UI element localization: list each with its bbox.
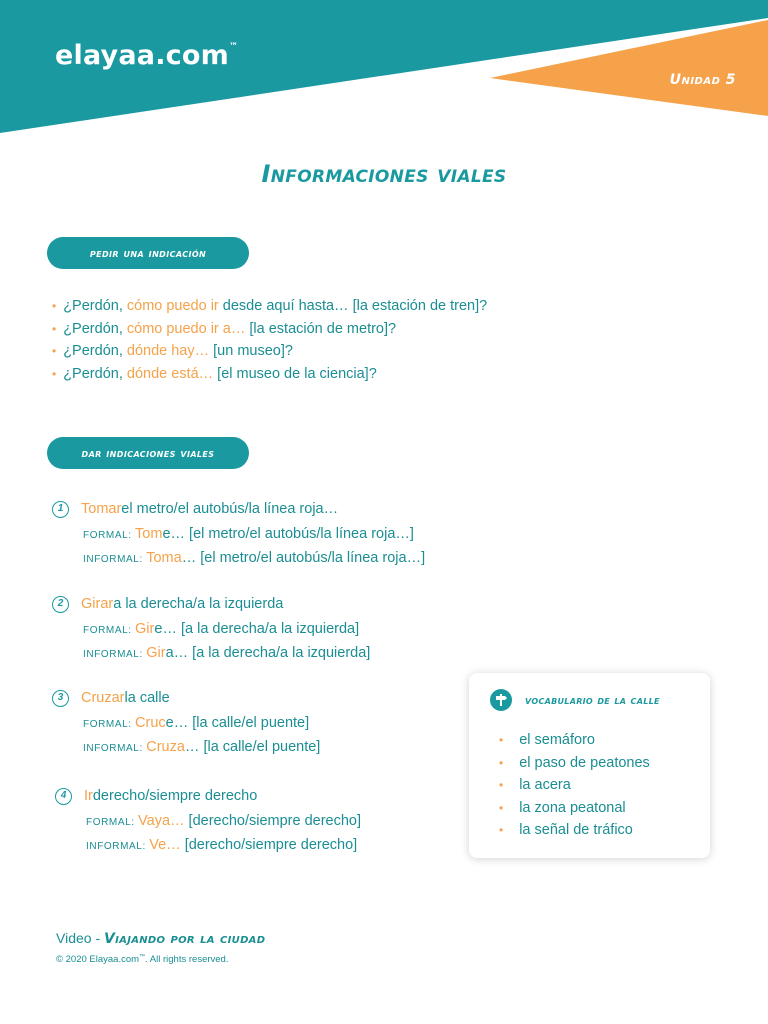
bullet-icon: • — [499, 755, 504, 770]
logo[interactable]: elayaa.com™ — [55, 40, 239, 71]
section-label-give-directions: dar indicaciones viales — [47, 437, 249, 469]
list-item: • ¿Perdón, cómo puedo ir desde aquí hasta… [la estación de tren]? — [52, 298, 488, 314]
bullet-icon: • — [499, 778, 504, 792]
list-item: • la señal de tráfico — [499, 822, 633, 838]
direction-step-2: 2 Girar a la derecha/a la izquierda FORMAL: Gire… [a la derecha/a la izquierda] INFORMAL: Gira… [a la derecha/a la izquierda] — [52, 593, 370, 666]
section-label-ask-directions: pedir una indicación — [47, 237, 249, 269]
direction-step-1: 1 Tomar el metro/el autobús/la línea roja… FORMAL: Tome… [el metro/el autobús/la línea roja…] INFORMAL: Toma… [el metro/el autobús/la línea roja…] — [52, 498, 425, 571]
bullet-icon: • — [52, 366, 57, 381]
bullet-icon: • — [52, 321, 57, 336]
list-item: • ¿Perdón, dónde hay… [un museo]? — [52, 343, 293, 359]
unit-label: Unidad 5 — [669, 72, 736, 88]
list-item: • el paso de peatones — [499, 754, 650, 771]
list-item: • la zona peatonal — [499, 799, 626, 816]
page-title: Informaciones viales — [261, 160, 507, 188]
bullet-icon: • — [52, 299, 57, 313]
bullet-icon: • — [499, 823, 504, 837]
vocabulary-card — [469, 673, 710, 858]
list-item: • ¿Perdón, cómo puedo ir a… [la estación de metro]? — [52, 320, 397, 337]
signpost-icon — [490, 689, 512, 711]
list-item: • ¿Perdón, dónde está… [el museo de la ciencia]? — [52, 365, 377, 382]
video-reference: Video - Viajando por la ciudad — [56, 930, 266, 947]
direction-step-3: 3 Cruzar la calle FORMAL: Cruce… [la calle/el puente] INFORMAL: Cruza… [la calle/el puente] — [52, 687, 320, 760]
question-list — [52, 295, 487, 385]
list-item: • la acera — [499, 777, 571, 793]
list-item: • el semáforo — [499, 732, 595, 748]
step-number-icon: 1 — [52, 501, 69, 518]
step-number-icon: 2 — [52, 596, 69, 613]
bullet-icon: • — [499, 800, 504, 815]
direction-step-4: 4 Ir derecho/siempre derecho FORMAL: Vaya… [derecho/siempre derecho] INFORMAL: Ve… [derecho/siempre derecho] — [55, 785, 361, 858]
step-number-icon: 4 — [55, 788, 72, 805]
bullet-icon: • — [499, 733, 504, 747]
step-number-icon: 3 — [52, 690, 69, 707]
bullet-icon: • — [52, 344, 57, 358]
vocabulary-list — [499, 729, 650, 842]
video-link[interactable]: Viajando por la ciudad — [104, 931, 266, 947]
copyright: © 2020 Elayaa.com™. All rights reserved. — [56, 954, 229, 966]
vocabulary-title: vocabulario de la calle — [525, 693, 660, 707]
